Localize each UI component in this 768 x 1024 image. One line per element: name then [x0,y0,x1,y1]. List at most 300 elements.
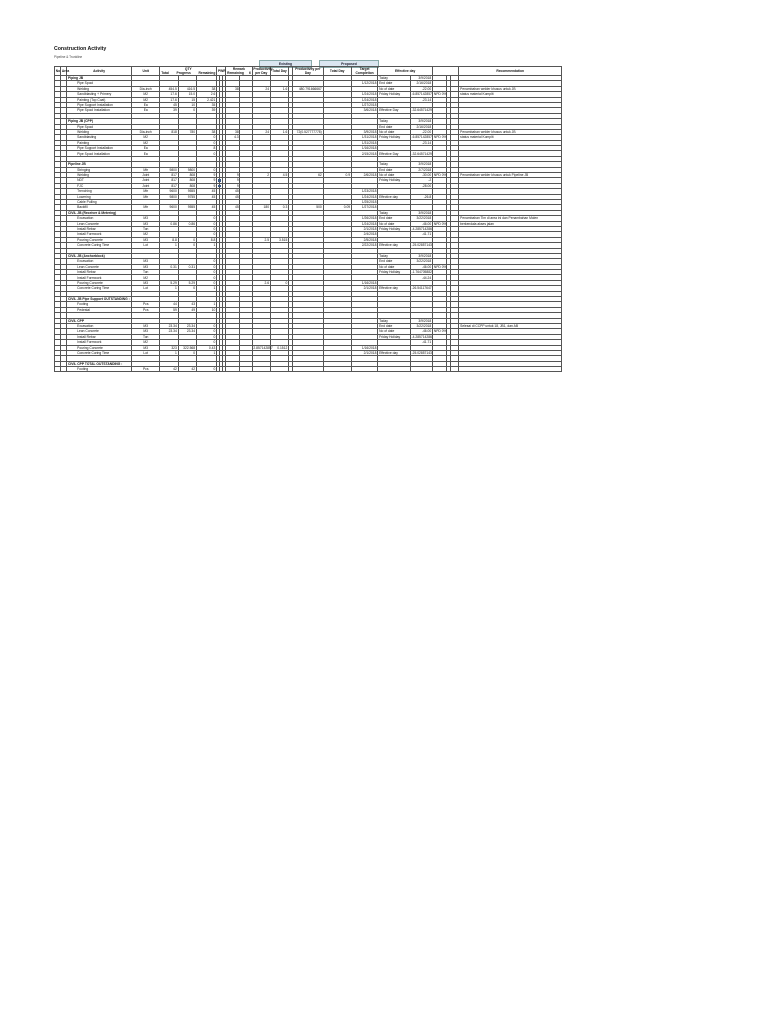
cell-unit: Mtr [132,194,160,199]
cell-info-key: End date [378,124,410,129]
cell-remark-remaining: 4.3 [226,135,240,140]
cell-unit: Pcs [132,367,160,372]
cell-info-key: Friday Holiday [378,334,410,339]
cell-activity: Trenching [67,189,132,194]
cell-info-value: -25.02857143 [411,243,432,248]
cell-remaining: 0 [196,264,216,269]
cell-info-key: Effective day [378,286,410,291]
cell-remaining: 38 [196,129,216,134]
header-progress: Progress [176,71,191,75]
cell-info-value: -26.54117647 [411,286,432,291]
cell-prod-proposed [293,367,323,372]
cell-progress: 322.568 [178,345,196,350]
cell-totalday-existing: 1.6 [270,86,288,91]
cell-activity: Install Rebar [67,226,132,231]
header-totalday-existing: Total Day [270,67,288,76]
cell-totalday-existing: 3.515 [270,237,288,242]
cell-remark-remaining: 45 [226,205,240,210]
header-remaining-days: 6 [248,71,251,75]
cell-info-value: -32.64571429 [411,108,432,113]
cell-info-key: End date [378,167,410,172]
header-remaining: Remaining [198,71,216,75]
section-name: CIVIL JB (Receiver & Metering) [67,210,132,215]
cell-info-value: -26.8 [410,194,432,199]
cell-target: 2/15/2018 [351,151,377,156]
cell-activity: Footing [67,302,132,307]
cell-target: 1/16/2018 [351,146,377,151]
cell-remaining: 0 [196,221,216,226]
cell-info-value [410,367,432,372]
cell-activity: Welding [67,129,132,134]
cell-info-key: Today [378,162,410,167]
cell-progress: 0 [178,286,196,291]
cell-remaining: 39 [196,108,216,113]
cell-activity: Pedestal [67,307,132,312]
cell-total: 323 [160,345,178,350]
cell-recommendation: status material Komplit [459,135,562,140]
cell-info-key: Today [378,210,410,215]
cell-target: 1/25/2018 [351,199,377,204]
cell-prod-existing: 180 [252,205,270,210]
cell-activity: Lean Concrete [67,221,132,226]
cell-remaining: 1 [196,286,216,291]
cell-activity: Pipe Spool Installation [67,108,132,113]
cell-prod-existing: 24 [252,86,270,91]
cell-target: 1/31/2018 [351,140,377,145]
cell-remaining: 0 [196,226,216,231]
cell-remaining: 0 [196,323,216,328]
cell-prod-existing: 2.5 [252,237,270,242]
cell-total: 8.8 [160,237,178,242]
cell-remaining: 0.43 [196,345,216,350]
cell-total: 17.6 [160,92,178,97]
cell-total: 23.34 [160,329,178,334]
cell-activity: Pouring Concrete [67,280,132,285]
cell-activity: Pipe Support Installation [67,102,132,107]
header-row [55,67,562,76]
cell-activity: Install Rebar [67,334,132,339]
cell-unit: M2 [132,97,160,102]
sheet-title: Construction Activity [54,46,107,52]
cell-remaining: 45 [196,189,216,194]
cell-target: 2/1/2018 [351,286,377,291]
cell-info-value: 2/16/2018 [410,81,432,86]
cell-remark-remaining: 38 [226,86,240,91]
cell-total: 817 [160,183,178,188]
cell-unit: Ea [132,102,160,107]
cell-unit: Joint [132,173,160,178]
cell-remaining: 0 [196,340,216,345]
cell-npd: NPD 0% [433,221,447,226]
cell-info-key: End date [378,323,410,328]
cell-progress: 42 [178,367,196,372]
cell-unit: Lot [132,243,160,248]
cell-unit: Mtr [132,205,160,210]
cell-remark-days [240,367,252,372]
cell-info-value: -46.00 [410,329,432,334]
cell-info-value: 3/22/2018 [410,323,432,328]
cell-unit: Pcs [132,302,160,307]
cell-unit: M3 [132,216,160,221]
cell-unit: Mtr [132,167,160,172]
cell-prod-existing: 2.857142857 [253,345,273,350]
cell-remaining: 1 [196,350,216,355]
cell-unit: Ea [132,146,160,151]
cell-activity: Painting [67,140,132,145]
pwr-bar [218,179,221,181]
cell-info-key: Today [378,76,410,81]
cell-activity: Pouring Concrete [67,237,132,242]
cell-activity: Concrete Curing Time [67,350,132,355]
cell-info-key: No of date [378,86,410,91]
cell-info-value: 3/9/2018 [410,318,432,323]
cell-remaining: 8 [196,146,216,151]
cell-remaining: 0 [196,135,216,140]
cell-total: 454.5 [160,86,178,91]
cell-total: 39 [160,108,178,113]
cell-progress: 0 [178,108,196,113]
cell-progress: 9755 [178,194,196,199]
cell-progress: 49 [178,307,196,312]
cell-total: 5.29 [160,280,178,285]
cell-activity: Lowering [67,194,132,199]
proposed-group-header: Proposed [319,60,379,68]
cell-activity: Pipe Support Installation [67,146,132,151]
cell-remaining: 1 [196,302,216,307]
cell-info-key: Effective day [378,243,410,248]
cell-target: 1/31/2018 [351,135,377,140]
cell-recommendation: berkendala akses jalan [459,221,562,226]
cell-remaining: 0 [196,140,216,145]
cell-activity: Concrete Curing Time [67,243,132,248]
cell-info-value: 2/16/2018 [410,124,432,129]
cell-progress: 0.86 [178,221,196,226]
cell-remaining: 10 [196,307,216,312]
cell-recommendation: Penambahan welder khusus untuk JB [459,129,562,134]
cell-progress: 0 [178,350,196,355]
cell-unit: M3 [132,323,160,328]
cell-progress: 0 [178,237,196,242]
cell-total: 23.34 [160,323,178,328]
cell-remaining: 0 [196,259,216,264]
cell-info-key: Today [378,318,410,323]
header-effective: Effective day [378,67,433,76]
cell-target: 2/1/2018 [351,350,377,355]
cell-remaining: 0 [196,270,216,275]
cell-unit: Ea [132,151,160,156]
cell-info-value: 3/9/2018 [410,210,432,215]
cell-target: 2/5/2018 [351,237,377,242]
existing-group-header: Existing [259,60,312,68]
cell-info-value: 3/22/2018 [410,216,432,221]
section-name: CIVIL JB (Anchorblock) [67,253,132,258]
cell-info-key: No of date [378,329,410,334]
cell-info-value: -1.764705882 [411,270,432,275]
cell-npd: NPD 0% [433,329,447,334]
header-pwr: PWR [217,67,226,76]
cell-unit: Lot [132,350,160,355]
cell-progress: 9555 [178,205,196,210]
header-qty [160,67,217,76]
cell-remark-remaining: 45 [226,194,240,199]
cell-unit: Pcs [132,307,160,312]
cell-unit: M3 [132,221,160,226]
cell-prod-proposed: 62 [293,173,323,178]
cell-info-value: 3/9/2018 [410,253,432,258]
cell-activity: Excavation [67,216,132,221]
cell-unit: Joint [132,183,160,188]
cell-remaining: 35 [196,102,216,107]
cell-activity: Concrete Curing Time [67,286,132,291]
cell-activity: Backfill [67,205,132,210]
cell-total: 1 [160,243,178,248]
cell-info-value: -4.285714286 [411,226,432,231]
cell-info-value: -22.00 [410,86,432,91]
pwr-bar [218,185,221,187]
cell-info-key: Today [378,119,410,124]
cell-activity: Lean Concrete [67,264,132,269]
cell-target: 1/24/2018 [351,221,377,226]
cell-totalday-existing [270,367,288,372]
cell-unit: Ton [132,334,160,339]
cell-unit: M2 [132,340,160,345]
cell-progress: 780 [178,129,196,134]
cell-info-value: -6.857142857 [411,92,432,97]
cell-npd: NPD 0% [433,92,447,97]
cell-totalday-existing: 4.5 [270,173,288,178]
cell-unit: M3 [132,329,160,334]
cell-remaining: 8.8 [196,237,216,242]
cell-info-value: -22.00 [410,129,432,134]
cell-recommendation: Penambahan welder khusus untuk Pipeline JB [459,173,562,178]
cell-unit: M2 [132,140,160,145]
construction-activity-table [54,66,562,372]
cell-remaining: 2.6 [196,92,216,97]
table-row [55,367,562,372]
cell-prod-proposed: 72(0.527777778) [293,129,323,134]
cell-prod-existing [252,367,270,372]
cell-info-key: Effective day [378,194,410,199]
cell-info-key [378,367,410,372]
cell-totalday-proposed: 0.9 [323,173,351,178]
cell-target [351,367,377,372]
cell-info-key: Effective Day [378,108,410,113]
cell-info-key: Today [378,253,410,258]
cell-target: 2/1/2018 [351,226,377,231]
cell-total: 817 [160,173,178,178]
cell-activity: Install Rebar [67,270,132,275]
cell-unit: Dia-inch [132,86,160,91]
header-remark [226,67,252,76]
cell-remaining: 9 [196,183,216,188]
cell-remaining: 9 [196,173,216,178]
cell-target: 1/23/2018 [351,189,377,194]
cell-target: 2/4/2018 [351,232,377,237]
section-name: Piping JB [67,76,132,81]
cell-npd: NPD 0% [433,264,447,269]
cell-remaining: 1 [196,243,216,248]
cell-activity: Welding [67,86,132,91]
cell-info-key: Friday Holiday [378,92,410,97]
cell-info-value: -41.71 [410,232,432,237]
cell-info-value: 3/9/2018 [410,162,432,167]
cell-progress: 9555 [178,189,196,194]
cell-activity: Footing [67,367,132,372]
cell-info-key: No of date [378,221,410,226]
cell-totalday-existing: 0 [270,280,288,285]
cell-remaining: 0 [196,275,216,280]
cell-info-key: End date [378,259,410,264]
cell-recommendation: Selesai di CCPP untuk 18, JB1, dan AB [459,323,562,328]
cell-info-key: Friday Holiday [378,178,410,183]
cell-activity: Sandblasting + Primery [67,92,132,97]
cell-info-value: 2/7/2018 [410,167,432,172]
cell-total: 59 [160,307,178,312]
header-remaining2: Remaining [227,71,244,75]
cell-remaining: 9 [196,178,216,183]
cell-activity: Pipe Spool Installation [67,151,132,156]
cell-remaining: 45 [196,205,216,210]
cell-target: 2/6/2018 [351,173,377,178]
cell-remaining: 0 [196,280,216,285]
header-remark-label: Remark [232,67,245,71]
cell-unit: Dia-inch [132,129,160,134]
cell-unit: Ea [132,108,160,113]
header-unit: Unit [132,67,160,76]
cell-info-key: End date [378,81,410,86]
cell-remaining: 0 [196,232,216,237]
cell-unit: Lot [132,286,160,291]
cell-unit: Mtr [132,189,160,194]
cell-remaining: 0 [196,334,216,339]
cell-progress: 9800 [178,167,196,172]
cell-remaining: 2.421 [196,97,216,102]
cell-pwr [217,183,220,188]
cell-progress: 10 [178,102,196,107]
header-area: Area [61,67,67,76]
cell-remark-remaining: 38 [226,129,240,134]
cell-activity: Sandblasting [67,135,132,140]
cell-info-value: -46.00 [410,221,432,226]
cell-target: 3/6/2018 [351,108,377,113]
cell-activity: Install Formwork [67,232,132,237]
cell-activity: Install Formwork [67,340,132,345]
cell-remaining: 38 [196,86,216,91]
cell-totalday-proposed: 0.09 [323,205,351,210]
cell-target: 1/12/2018 [351,81,377,86]
cell-info-key: Effective day [378,350,410,355]
cell-info-key: No of date [378,173,410,178]
cell-remaining: 45 [196,194,216,199]
cell-activity: Painting (Top Coat) [67,97,132,102]
cell-total: 817 [160,178,178,183]
section-name: CIVIL CPP TOTAL OUTSTANDING : [67,361,132,366]
cell-recommendation: Penambahan Tim di area ini dan Penambahan Molen [459,216,562,221]
cell-info-value: -25.02857143 [411,350,432,355]
cell-info-value: 3/22/2018 [410,259,432,264]
sheet-subtitle: Pipeline & Trunkline [54,55,83,59]
cell-info-value: -41.71 [410,340,432,345]
cell-target: 1/24/2018 [351,92,377,97]
cell-npd: NPD 0% [433,173,447,178]
cell-activity: Pipe Spool [67,81,132,86]
header-recommendation: Recommendation [459,67,562,76]
header-qty-label: QTY [184,67,192,71]
cell-info-key: Friday Holiday [378,226,410,231]
cell-activity: Install Formwork [67,275,132,280]
cell-info-key: End date [378,216,410,221]
cell-info-value: -23.14 [410,97,432,102]
cell-unit: M3 [132,237,160,242]
cell-activity: Stringing [67,167,132,172]
cell-prod-proposed: 500 [293,205,323,210]
cell-gap [451,367,459,372]
cell-remaining: 0 [196,216,216,221]
cell-target: 1/16/2018 [351,280,377,285]
cell-target: 1/27/2018 [351,102,377,107]
cell-target: 1/26/2018 [351,216,377,221]
cell-info-value: -23.14 [410,140,432,145]
cell-info-key: Friday Holiday [378,270,410,275]
cell-totalday-existing: 0.1512 [270,345,288,350]
cell-pwr [217,178,220,183]
cell-activity: NDT [67,178,132,183]
section-name: Piping JB (CPP) [67,119,132,124]
section-name: CIVIL CPP [67,318,132,323]
cell-totalday-proposed [323,367,351,372]
cell-info-value: -6.857142857 [411,135,432,140]
header-prod-proposed: Productivity per Day [293,67,323,76]
cell-info-key: No of date [378,129,410,134]
cell-total: 0.86 [160,221,178,226]
header-total: Total [161,71,169,75]
cell-unit: M3 [132,259,160,264]
cell-unit: M2 [132,92,160,97]
header-prod-existing: Productivity per Day [253,67,273,75]
cell-prod-existing: 2 [252,173,270,178]
cell-activity: Welding [67,173,132,178]
cell-progress: 23.34 [178,323,196,328]
cell-unit: M2 [132,135,160,140]
section-name: Pipeline JB [67,162,132,167]
cell-total: 42 [160,367,178,372]
cell-progress: 15 [178,97,196,102]
cell-info-value: -44.24 [410,275,432,280]
cell-recommendation: status material Komplit [459,92,562,97]
cell-total: 9800 [160,167,178,172]
cell-total: 1 [160,350,178,355]
cell-activity: Lean Concrete [67,329,132,334]
cell-progress: 5.29 [178,280,196,285]
cell-total: 9600 [160,189,178,194]
cell-progress: 43 [178,302,196,307]
cell-total: 818 [160,129,178,134]
cell-recommendation [459,367,562,372]
header-target: Target Completion [351,67,377,76]
cell-remark-remaining: 9 [226,183,240,188]
cell-total: 1 [160,286,178,291]
cell-npd: NPD 0% [433,135,447,140]
cell-total: 45 [160,102,178,107]
cell-target: 1/16/2018 [351,345,377,350]
cell-info-key: Friday Holiday [378,135,410,140]
cell-target: 1/24/2018 [351,97,377,102]
header-no: No [55,67,61,76]
header-activity: Activity [67,67,132,76]
cell-remaining: 0 [196,329,216,334]
header-totalday-proposed: Total Day [323,67,351,76]
cell-remaining: 0 [196,167,216,172]
